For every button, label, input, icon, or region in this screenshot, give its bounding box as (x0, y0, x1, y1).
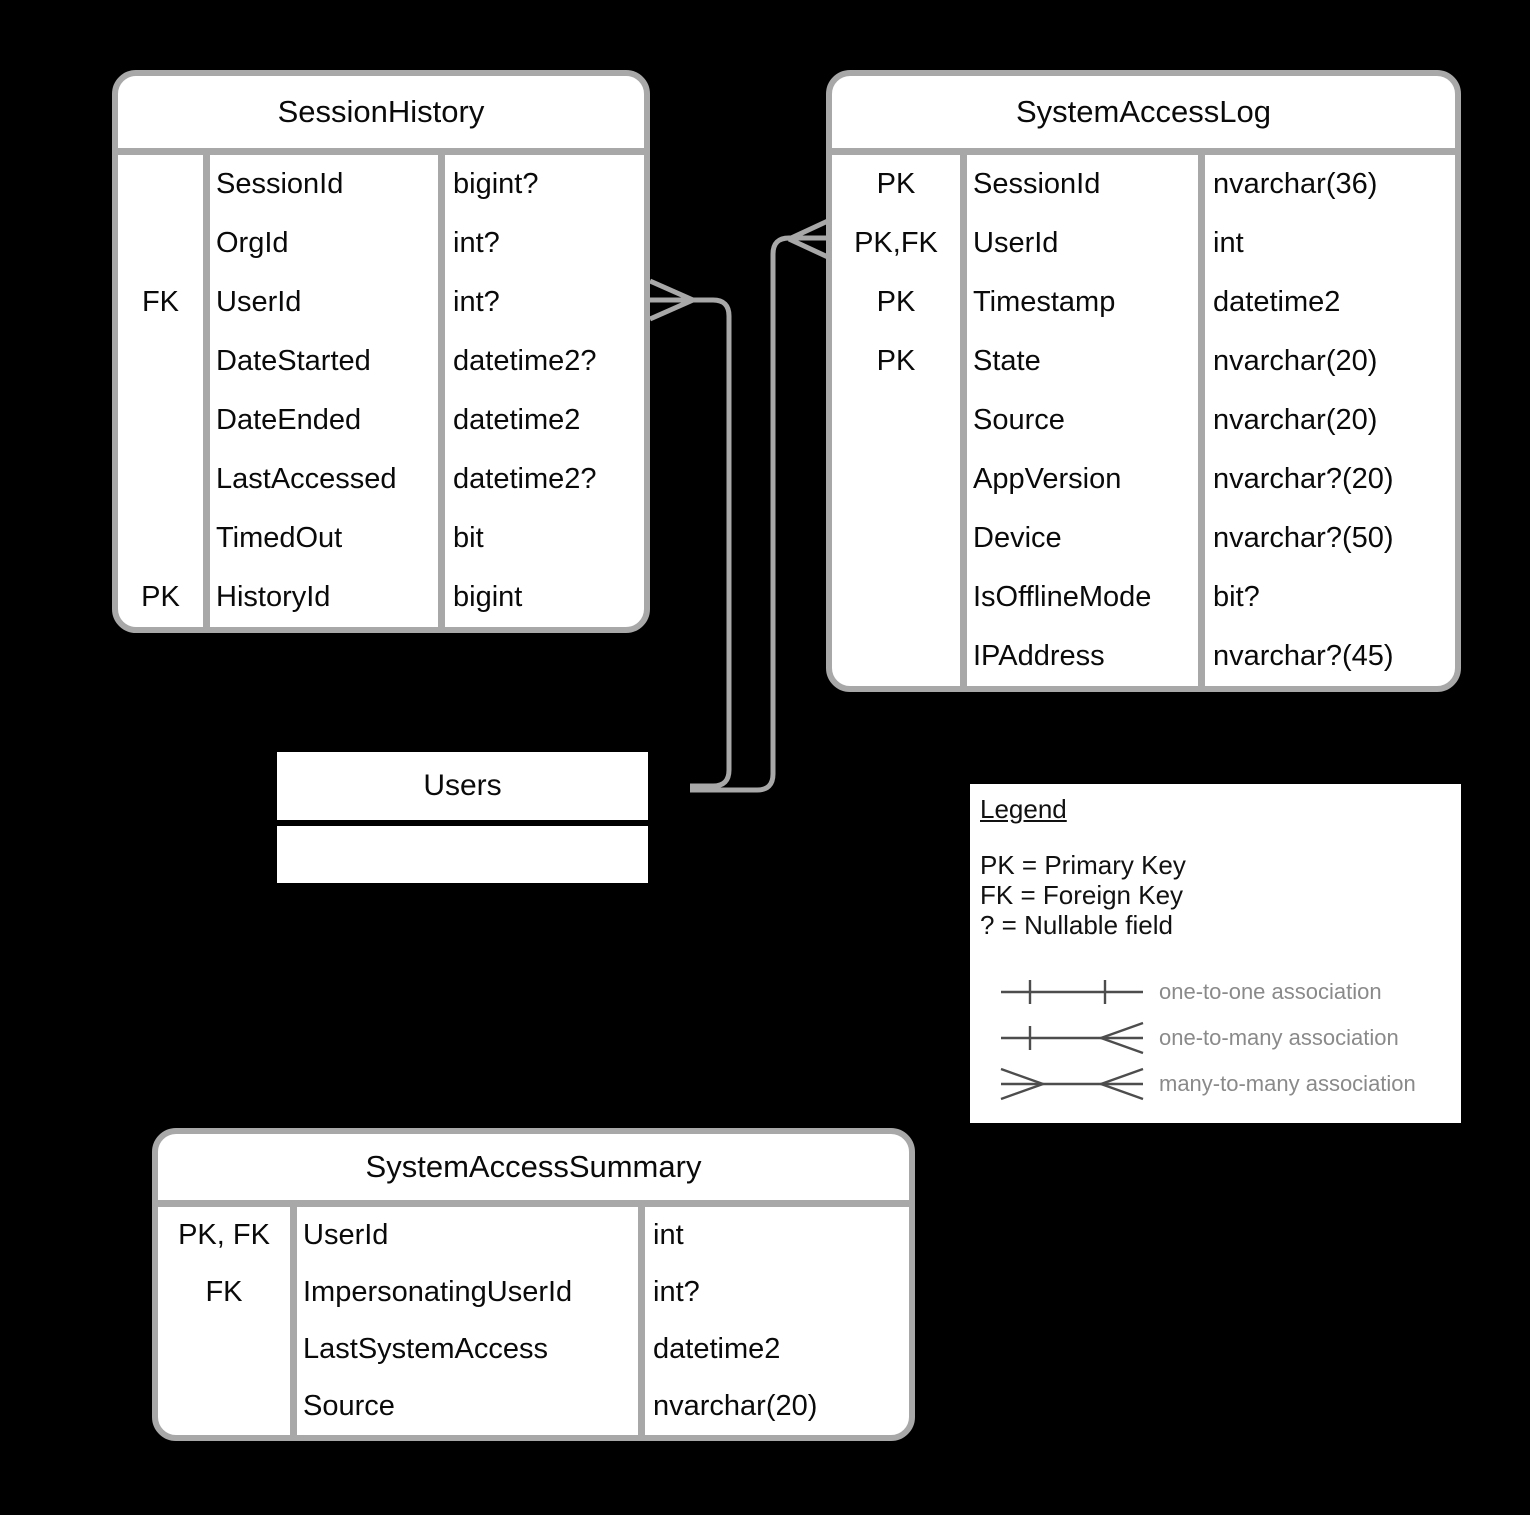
legend-association-row (997, 1064, 1416, 1104)
row-type: nvarchar?(45) (1213, 640, 1394, 672)
row-type: nvarchar(20) (1213, 404, 1378, 436)
row-name: LastAccessed (203, 450, 445, 509)
systemaccesslog-crowsfoot-lower-prong (789, 239, 830, 258)
legend-panel (970, 784, 1461, 1123)
row-name: UserId (203, 273, 445, 332)
row-type: bigint (453, 581, 523, 613)
row-name: ImpersonatingUserId (290, 1264, 645, 1321)
users-empty-body (277, 826, 648, 883)
row-name: Timestamp (960, 273, 1205, 332)
sessionhistory-crowsfoot-upper-prong (650, 281, 693, 300)
row-key (832, 391, 960, 450)
legend-pk-definition: PK = Primary Key (980, 850, 1186, 880)
systemaccesslog-crowsfoot-upper-prong (789, 220, 830, 239)
row-name: SessionId (203, 155, 445, 214)
row-name: UserId (960, 214, 1205, 273)
legend-association-label: many-to-many association (1159, 1071, 1416, 1096)
sessionhistory-crowsfoot-lower-prong (650, 300, 693, 319)
row-key: PK (876, 168, 916, 200)
row-key: PK (876, 286, 916, 318)
row-type: int (653, 1219, 684, 1251)
row-key (118, 155, 203, 214)
table-users (277, 752, 648, 883)
row-key (118, 391, 203, 450)
row-key (832, 568, 960, 627)
legend-association-label: one-to-many association (1159, 1025, 1399, 1050)
row-type: bit? (1213, 581, 1260, 613)
row-name: HistoryId (203, 568, 445, 627)
table-body (118, 148, 644, 627)
row-key: FK (141, 286, 180, 318)
table-title: Users (423, 769, 502, 802)
row-name: UserId (290, 1207, 645, 1264)
row-type: nvarchar(36) (1213, 168, 1378, 200)
one-to-many-symbol (997, 1018, 1147, 1058)
row-name: AppVersion (960, 450, 1205, 509)
legend-association-row (997, 972, 1382, 1012)
row-name: DateEnded (203, 391, 445, 450)
row-type: datetime2 (1213, 286, 1341, 318)
row-key (832, 450, 960, 509)
sessionhistory-users-connector-line (650, 300, 729, 786)
row-name: OrgId (203, 214, 445, 273)
row-type: bit (453, 522, 484, 554)
table-title: SystemAccessLog (1016, 94, 1271, 129)
row-key (118, 509, 203, 568)
table-systemaccesssummary (152, 1128, 915, 1441)
row-name: TimedOut (203, 509, 445, 568)
row-type: nvarchar?(50) (1213, 522, 1394, 554)
row-name: IsOfflineMode (960, 568, 1205, 627)
legend-association-row (997, 1018, 1399, 1058)
row-key (158, 1321, 290, 1378)
legend-abbreviations (980, 850, 1186, 940)
row-name: DateStarted (203, 332, 445, 391)
many-to-many-symbol (997, 1064, 1147, 1104)
row-type: nvarchar(20) (653, 1390, 818, 1422)
row-type: datetime2? (453, 463, 597, 495)
one-to-one-symbol (997, 972, 1147, 1012)
table-sessionhistory (112, 70, 650, 633)
row-type: nvarchar?(20) (1213, 463, 1394, 495)
row-key: PK,FK (854, 227, 938, 259)
row-type: int? (453, 227, 500, 259)
row-name: Source (960, 391, 1205, 450)
row-type: nvarchar(20) (1213, 345, 1378, 377)
row-type: datetime2 (653, 1333, 781, 1365)
row-type: int? (453, 286, 500, 318)
row-type: int (1213, 227, 1244, 259)
row-key (158, 1378, 290, 1435)
legend-title: Legend (980, 794, 1067, 824)
row-key: FK (205, 1276, 243, 1308)
row-key (118, 214, 203, 273)
row-key (118, 450, 203, 509)
row-name: SessionId (960, 155, 1205, 214)
legend-fk-definition: FK = Foreign Key (980, 880, 1184, 910)
table-title: SystemAccessSummary (365, 1149, 702, 1184)
legend-association-label: one-to-one association (1159, 979, 1382, 1004)
row-name: Device (960, 509, 1205, 568)
row-key (118, 332, 203, 391)
table-body (832, 148, 1455, 686)
legend-nullable-definition: ? = Nullable field (980, 910, 1173, 940)
row-type: int? (653, 1276, 700, 1308)
row-key: PK (876, 345, 916, 377)
row-key (832, 509, 960, 568)
row-name: State (960, 332, 1205, 391)
row-name: Source (290, 1378, 645, 1435)
row-key: PK, FK (178, 1219, 270, 1251)
row-key (832, 627, 960, 686)
row-name: LastSystemAccess (290, 1321, 645, 1378)
table-systemaccesslog (826, 70, 1461, 692)
row-type: bigint? (453, 168, 539, 200)
table-body (158, 1200, 909, 1435)
row-name: IPAddress (960, 627, 1205, 686)
row-type: datetime2 (453, 404, 581, 436)
row-type: datetime2? (453, 345, 597, 377)
row-key: PK (141, 581, 180, 613)
table-title: SessionHistory (277, 94, 485, 129)
systemaccesslog-users-connector-line (690, 238, 830, 790)
